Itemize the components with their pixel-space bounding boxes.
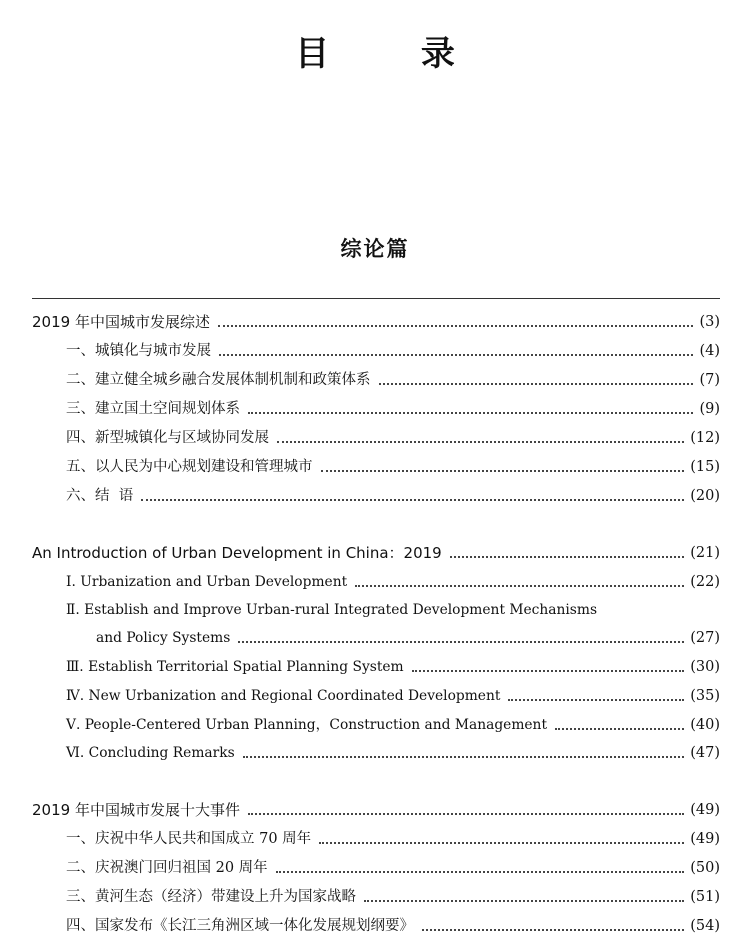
toc-leader-dots [450,556,685,558]
toc-heading-top-ten-events[interactable] [32,792,720,820]
toc-item-label: 五、以人民为中心规划建设和管理城市 [66,459,313,475]
toc-item[interactable] [66,564,720,592]
toc-page-number: (21) [690,545,720,561]
toc-heading-label: 2019 年中国城市发展十大事件 [32,801,240,819]
toc-leader-dots [218,325,694,327]
toc-page-number: (54) [690,918,720,934]
toc-page-number: (47) [690,745,720,761]
section-title: 综论篇 [340,236,410,261]
toc-leader-dots [412,670,685,672]
toc-leader-dots [248,412,693,414]
toc-leader-dots [355,585,684,587]
toc-heading-overview-2019[interactable] [32,304,720,332]
section-divider [32,298,720,299]
toc-item-label: 三、黄河生态（经济）带建设上升为国家战略 [66,889,356,905]
toc-leader-dots [243,756,685,758]
toc-page-number: (3) [699,314,720,330]
toc-page-number: (20) [690,488,720,504]
toc-item[interactable] [66,908,720,936]
toc-item[interactable] [66,420,720,448]
toc-item[interactable] [66,735,720,763]
toc-item-label: Ⅴ. People-Centered Urban Planning，Construction and Management [66,717,547,733]
toc-page-number: (4) [699,343,720,359]
toc-leader-dots [321,470,685,472]
toc-item-label: Ⅰ. Urbanization and Urban Development [66,574,348,590]
toc-item-label: 六、结 语 [66,488,134,504]
toc-item-label-line1[interactable]: Ⅱ. Establish and Improve Urban-rural Integrated Development Mechanisms [66,602,598,618]
toc-page-number: (22) [690,574,720,590]
toc-heading-introduction-english[interactable] [32,535,720,563]
toc-page-number: (35) [690,688,720,704]
toc-item[interactable] [66,649,720,677]
toc-item-label-line2: and Policy Systems [96,630,231,646]
toc-leader-dots [364,900,684,902]
toc-page-number: (7) [699,372,720,388]
toc-page-number: (27) [690,630,720,646]
toc-item-label: 二、庆祝澳门回归祖国 20 周年 [66,860,268,876]
page-title: 目 录 [295,34,495,74]
toc-leader-dots [508,699,684,701]
toc-page-number: (12) [690,430,720,446]
toc-page-number: (50) [690,860,720,876]
toc-item[interactable] [66,478,720,506]
toc-page-number: (9) [699,401,720,417]
toc-item-label: 三、建立国土空间规划体系 [66,401,240,417]
toc-item[interactable] [66,850,720,878]
toc-item[interactable] [66,821,720,849]
toc-item-label: 四、新型城镇化与区域协同发展 [66,430,269,446]
toc-item[interactable] [66,707,720,735]
toc-leader-dots [422,929,684,931]
toc-leader-dots [248,813,684,815]
toc-item[interactable] [96,620,720,648]
toc-page-number: (51) [690,889,720,905]
toc-page-number: (40) [690,717,720,733]
toc-leader-dots [219,354,693,356]
toc-page-number: (49) [690,802,720,818]
toc-item-label: 一、庆祝中华人民共和国成立 70 周年 [66,831,312,847]
toc-item[interactable] [66,449,720,477]
toc-page-number: (15) [690,459,720,475]
toc-item[interactable] [66,678,720,706]
toc-item-label: 四、国家发布《长江三角洲区域一体化发展规划纲要》 [66,918,414,934]
toc-leader-dots [319,842,684,844]
toc-item[interactable] [66,333,720,361]
toc-item[interactable] [66,391,720,419]
toc-heading-label: 2019 年中国城市发展综述 [32,313,210,331]
toc-item-label: 一、城镇化与城市发展 [66,343,211,359]
toc-leader-dots [238,641,684,643]
toc-item-label: Ⅳ. New Urbanization and Regional Coordinated Development [66,688,501,704]
toc-item-label: Ⅵ. Concluding Remarks [66,745,235,761]
toc-leader-dots [277,441,684,443]
toc-page-number: (30) [690,659,720,675]
toc-leader-dots [276,871,685,873]
toc-item-label: Ⅲ. Establish Territorial Spatial Planning System [66,659,404,675]
toc-page-number: (49) [690,831,720,847]
toc-item[interactable] [66,362,720,390]
toc-item-label: 二、建立健全城乡融合发展体制机制和政策体系 [66,372,371,388]
toc-item[interactable] [66,879,720,907]
toc-leader-dots [555,728,684,730]
toc-leader-dots [141,499,684,501]
toc-heading-label: An Introduction of Urban Development in China：2019 [32,544,442,562]
toc-leader-dots [379,383,694,385]
